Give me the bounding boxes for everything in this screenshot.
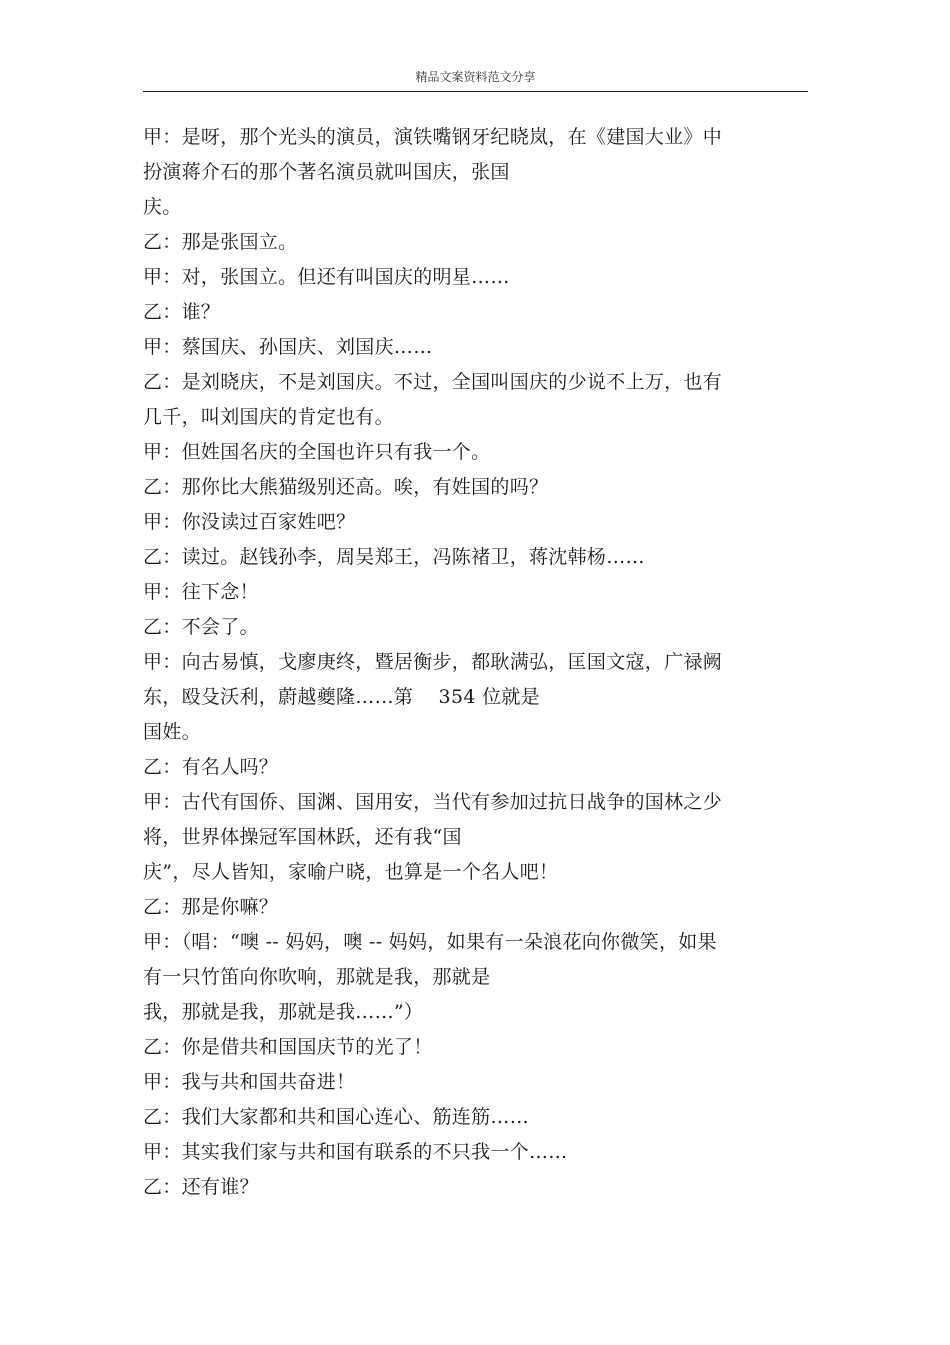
text-line: 乙：谁？ xyxy=(143,301,221,323)
text-line: 甲：你没读过百家姓吧？ xyxy=(143,511,356,533)
text-line: 将，世界体操冠军国林跃，还有我“国 xyxy=(143,826,462,848)
text-line: 国姓。 xyxy=(143,721,201,743)
text-line: 甲：但姓国名庆的全国也许只有我一个。 xyxy=(143,441,491,463)
text-line: 乙：你是借共和国国庆节的光了！ xyxy=(143,1036,433,1058)
text-line: 乙：那是张国立。 xyxy=(143,231,298,253)
text-line: 甲：（唱：“噢 -- 妈妈，噢 -- 妈妈，如果有一朵浪花向你微笑，如果 xyxy=(143,931,717,953)
text-line: 甲：往下念！ xyxy=(143,581,259,603)
text-line: 甲：我与共和国共奋进！ xyxy=(143,1071,356,1093)
text-line: 乙：有名人吗？ xyxy=(143,756,279,778)
text-line: 庆”，尽人皆知，家喻户晓，也算是一个名人吧！ xyxy=(143,861,559,883)
text-line: 甲：古代有国侨、国渊、国用安，当代有参加过抗日战争的国林之少 xyxy=(143,791,723,813)
text-line: 乙：那是你嘛？ xyxy=(143,896,279,918)
text-line: 甲：对，张国立。但还有叫国庆的明星…… xyxy=(143,266,510,288)
text-line: 乙：不会了。 xyxy=(143,616,259,638)
text-line: 乙：是刘晓庆，不是刘国庆。不过，全国叫国庆的少说不上万，也有 xyxy=(143,371,723,393)
text-line: 甲：其实我们家与共和国有联系的不只我一个…… xyxy=(143,1141,568,1163)
text-line: 乙：那你比大熊猫级别还高。唉，有姓国的吗？ xyxy=(143,476,549,498)
text-line: 东，殴殳沃利，蔚越夔隆……第 354 位就是 xyxy=(143,686,540,708)
page-header xyxy=(143,63,808,92)
text-line: 几千，叫刘国庆的肯定也有。 xyxy=(143,406,394,428)
text-line: 扮演蒋介石的那个著名演员就叫国庆，张国 xyxy=(143,161,510,183)
header-title: 精品文案资料范文分享 xyxy=(415,70,536,84)
text-line: 甲：向古易慎，戈廖庚终，暨居衡步，都耿满弘，匡国文寇，广禄阙 xyxy=(143,651,723,673)
text-line: 甲：蔡国庆、孙国庆、刘国庆…… xyxy=(143,336,433,358)
text-line: 甲：是呀，那个光头的演员，演铁嘴钢牙纪晓岚，在《建国大业》中 xyxy=(143,126,723,148)
text-line: 乙：还有谁？ xyxy=(143,1176,259,1198)
text-line: 乙：我们大家都和共和国心连心、筋连筋…… xyxy=(143,1106,530,1128)
text-line: 庆。 xyxy=(143,196,182,218)
text-line: 有一只竹笛向你吹响，那就是我，那就是 xyxy=(143,966,491,988)
text-line: 我，那就是我，那就是我……”） xyxy=(143,1001,424,1023)
document-body xyxy=(143,120,793,1205)
text-line: 乙：读过。赵钱孙李，周吴郑王，冯陈褚卫，蒋沈韩杨…… xyxy=(143,546,645,568)
